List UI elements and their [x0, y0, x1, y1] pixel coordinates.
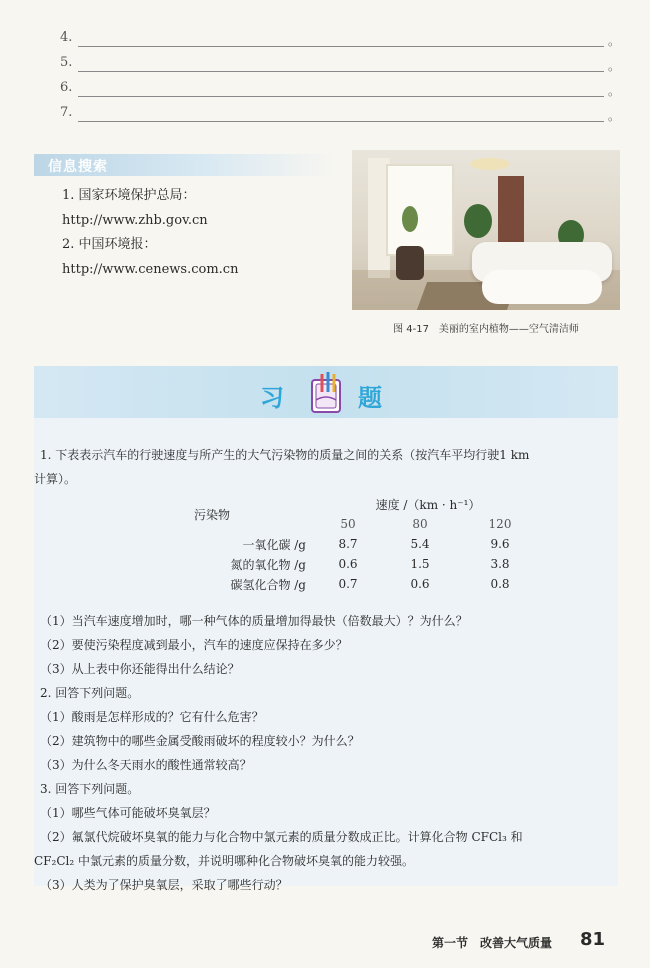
- question-2-sub-2: （2）建筑物中的哪些金属受酸雨破坏的程度较小？为什么？: [40, 734, 360, 748]
- answer-line-number: 4.: [60, 30, 73, 45]
- exercise-title-left: 习: [260, 384, 284, 412]
- speed-value: 80: [412, 517, 428, 531]
- photo-window: [386, 164, 454, 256]
- info-link[interactable]: http://www.zhb.gov.cn: [62, 212, 208, 228]
- photo-chair: [396, 246, 424, 280]
- speed-value: 50: [340, 517, 356, 531]
- photo-plant: [402, 206, 418, 232]
- footer-section-title: 第一节 改善大气质量: [432, 936, 553, 950]
- info-search-title: 信息搜索: [48, 159, 108, 175]
- pollutant-header: 污染物: [194, 507, 231, 522]
- question-3-sub-3: （3）人类为了保护臭氧层，采取了哪些行动？: [40, 878, 288, 892]
- answer-line: [60, 28, 620, 53]
- table-cell: 9.6: [490, 537, 510, 551]
- question-3-sub-1: （1）哪些气体可能破坏臭氧层？: [40, 806, 216, 820]
- question-1-sub-1: （1）当汽车速度增加时，哪一种气体的质量增加得最快（倍数最大）？为什么？: [40, 614, 468, 628]
- info-item: 1. 国家环境保护总局：: [62, 188, 196, 203]
- answer-line: [60, 78, 620, 103]
- answer-line-rule: [78, 96, 604, 97]
- answer-line-number: 6.: [60, 80, 73, 95]
- table-cell: 5.4: [410, 537, 430, 551]
- notebook-pencil-icon: [306, 370, 348, 416]
- question-1-sub-2: （2）要使污染程度减到最小，汽车的速度应保持在多少？: [40, 638, 348, 652]
- pollution-table: [178, 494, 532, 594]
- photo-cabinet: [498, 176, 524, 246]
- info-item: 2. 中国环境报：: [62, 237, 157, 252]
- answer-line: [60, 103, 620, 128]
- photo-chandelier: [470, 158, 510, 170]
- answer-lines: [60, 28, 620, 128]
- pollutant-name: 氮的氧化物 /g: [230, 557, 306, 572]
- answer-line-rule: [78, 46, 604, 47]
- table-cell: 0.8: [490, 577, 510, 591]
- table-row: [178, 534, 532, 554]
- figure-caption: 图 4-17 美丽的室内植物——空气清洁师: [393, 324, 579, 335]
- question-2: 2. 回答下列问题。: [40, 686, 140, 700]
- info-search-banner: [34, 154, 334, 176]
- answer-line-end: 。: [607, 84, 620, 98]
- table-cell: 0.7: [338, 577, 358, 591]
- answer-line-end: 。: [607, 34, 620, 48]
- table-header-row: [178, 494, 532, 514]
- question-1-line-2: 计算）。: [34, 472, 77, 486]
- table-cell: 8.7: [338, 537, 358, 551]
- pollutant-name: 一氧化碳 /g: [242, 537, 306, 552]
- info-link[interactable]: http://www.cenews.com.cn: [62, 261, 239, 277]
- table-cell: 0.6: [410, 577, 430, 591]
- question-1-line-1: 1. 下表表示汽车的行驶速度与所产生的大气污染物的质量之间的关系（按汽车平均行驶1 km: [40, 448, 530, 462]
- question-1-sub-3: （3）从上表中你还能得出什么结论？: [40, 662, 240, 676]
- exercise-header: [34, 366, 618, 418]
- answer-line-end: 。: [607, 109, 620, 123]
- answer-line-rule: [78, 121, 604, 122]
- question-3-sub-2-line-2: CF₂Cl₂ 中氯元素的质量分数，并说明哪种化合物破坏臭氧的能力较强。: [34, 854, 414, 868]
- question-2-sub-3: （3）为什么冬天雨水的酸性通常较高？: [40, 758, 252, 772]
- exercise-title-right: 题: [358, 384, 382, 412]
- indoor-plant-photo: [352, 150, 620, 310]
- answer-line-rule: [78, 71, 604, 72]
- question-3-sub-2-line-1: （2）氟氯代烷破坏臭氧的能力与化合物中氯元素的质量分数成正比。计算化合物 CFCl₃ 和: [40, 830, 523, 844]
- speed-header: 速度 /（km · h⁻¹）: [375, 497, 481, 512]
- table-cell: 0.6: [338, 557, 358, 571]
- question-2-sub-1: （1）酸雨是怎样形成的？它有什么危害？: [40, 710, 264, 724]
- info-search-list: [62, 184, 238, 282]
- photo-plant: [464, 204, 492, 238]
- answer-line-end: 。: [607, 59, 620, 73]
- speed-value: 120: [488, 517, 512, 531]
- table-row: [178, 574, 532, 594]
- table-cell: 3.8: [490, 557, 510, 571]
- table-row: [178, 554, 532, 574]
- photo-sofa: [482, 270, 602, 304]
- answer-line: [60, 53, 620, 78]
- question-3: 3. 回答下列问题。: [40, 782, 140, 796]
- table-cell: 1.5: [410, 557, 430, 571]
- answer-line-number: 5.: [60, 55, 73, 70]
- pollutant-name: 碳氢化合物 /g: [230, 577, 306, 592]
- page-number: 81: [580, 929, 606, 950]
- answer-line-number: 7.: [60, 105, 73, 120]
